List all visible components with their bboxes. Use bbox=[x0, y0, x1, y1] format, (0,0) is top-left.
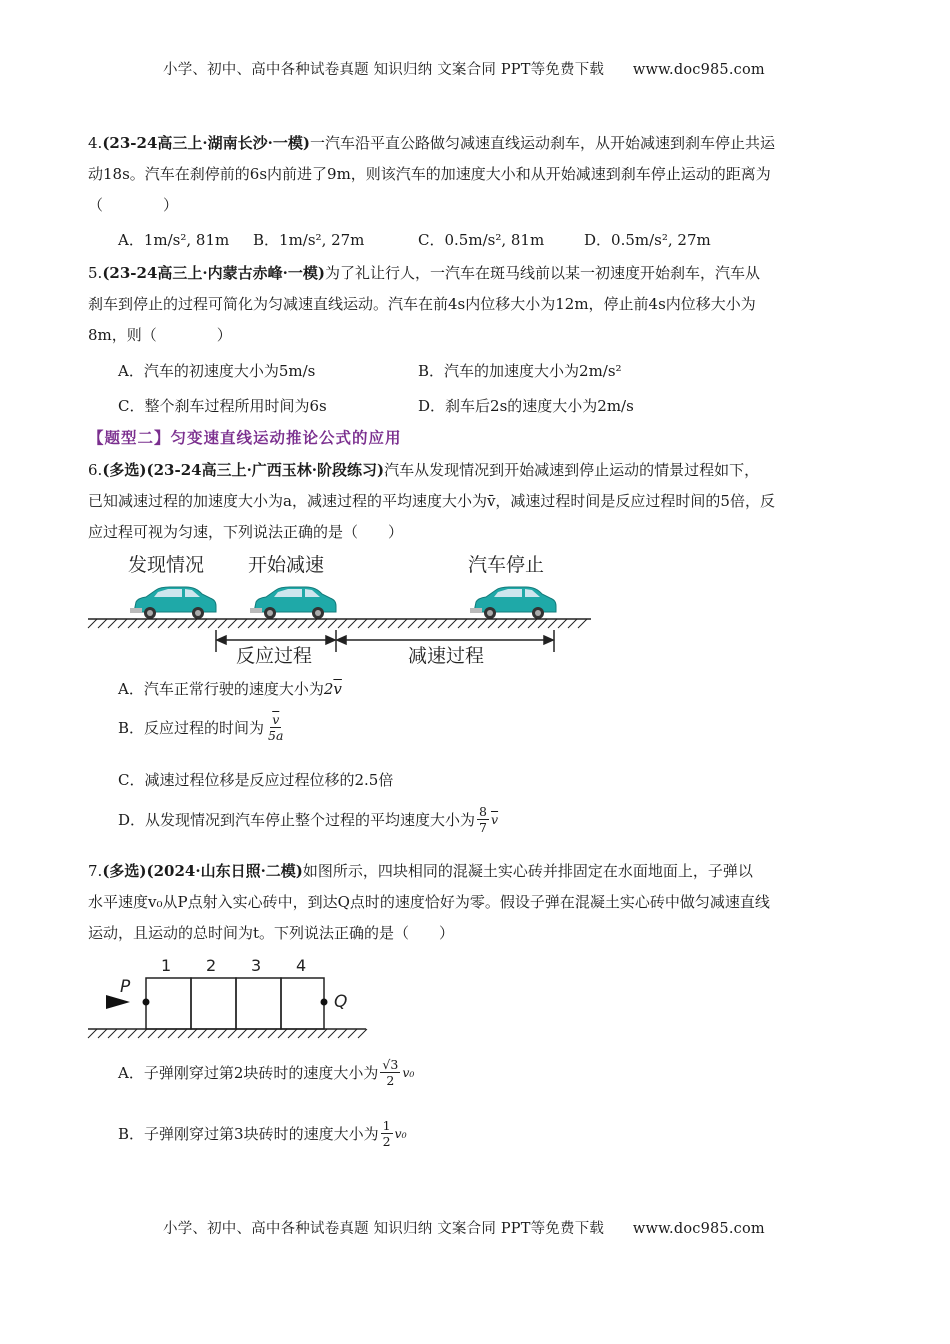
fraction: $\frac{√3}{2}$ bbox=[382, 1057, 399, 1088]
brick-label-2: 2 bbox=[206, 956, 217, 975]
q7-multi: (多选) bbox=[102, 862, 147, 880]
q4-option-d[interactable]: D．0.5m/s², 27m bbox=[584, 231, 711, 249]
q4-source: (23-24高三上·湖南长沙·一模) bbox=[102, 134, 310, 152]
q6-option-d[interactable]: D． 从发现情况到汽车停止整个过程的平均速度大小为 $\frac{8}{7}$ $\overline{v}$ bbox=[118, 804, 499, 835]
fraction: $\frac{\overline{v}}{5a}$ bbox=[268, 712, 284, 743]
q7-source: (2024·山东日照·二模) bbox=[146, 862, 303, 880]
page-footer bbox=[163, 1217, 765, 1238]
ground-hatch bbox=[88, 1029, 367, 1038]
q5-option-b[interactable]: B．汽车的加速度大小为2m/s² bbox=[418, 362, 622, 380]
q7-option-a[interactable]: A． 子弹刚穿过第2块砖时的速度大小为 $\frac{√3}{2}$ v₀ bbox=[118, 1057, 415, 1088]
bricks bbox=[146, 978, 324, 1029]
q7-line3: 运动，且运动的总时间为t。下列说法正确的是（ ） bbox=[88, 924, 455, 942]
brick-label-3: 3 bbox=[251, 956, 262, 975]
q6-option-b[interactable]: B． 反应过程的时间为 $\frac{\overline{v}}{5a}$ bbox=[118, 712, 284, 743]
q4-option-c[interactable]: C．0.5m/s², 81m bbox=[418, 231, 545, 249]
q6-multi: (多选) bbox=[102, 461, 147, 479]
page-header bbox=[163, 58, 765, 79]
brick-label-4: 4 bbox=[296, 956, 307, 975]
question-5 bbox=[88, 258, 864, 351]
point-p-label: P bbox=[120, 977, 131, 997]
bullet-icon bbox=[106, 995, 130, 1009]
fig-label-reaction: 反应过程 bbox=[236, 645, 313, 667]
q5-option-d[interactable]: D．刹车后2s的速度大小为2m/s bbox=[418, 397, 634, 415]
q7-line2: 水平速度v₀从P点射入实心砖中，到达Q点时的速度恰好为零。假设子弹在混凝土实心砖中做匀减速直线 bbox=[88, 893, 770, 911]
point-q-dot bbox=[321, 999, 328, 1006]
q5-line3: 8m，则（ ） bbox=[88, 326, 232, 344]
q6-option-c[interactable]: C．减速过程位移是反应过程位移的2.5倍 bbox=[118, 771, 394, 789]
q7-option-b[interactable]: B． 子弹刚穿过第3块砖时的速度大小为 $\frac{1}{2}$ v₀ bbox=[118, 1118, 407, 1149]
point-q-label: Q bbox=[334, 992, 348, 1012]
header-text: 小学、初中、高中各种试卷真题 知识归纳 文案合同 PPT等免费下载 bbox=[163, 62, 605, 78]
fraction: $\frac{1}{2}$ bbox=[382, 1118, 391, 1149]
fig-label-stop: 汽车停止 bbox=[468, 554, 545, 576]
q4-line2: 动18s。汽车在刹停前的6s内前进了9m，则该汽车的加速度大小和从开始减速到刹车停止运动的距离为 bbox=[88, 165, 771, 183]
question-7 bbox=[88, 856, 864, 949]
q7-number: 7. bbox=[88, 862, 103, 880]
q6-option-a[interactable]: A．汽车正常行驶的速度大小为$2\overline{v}$ bbox=[118, 680, 342, 698]
q4-option-a[interactable]: A．1m/s², 81m bbox=[118, 231, 230, 249]
q6-line2: 已知减速过程的加速度大小为a，减速过程的平均速度大小为v̄，减速过程时间是反应过程时间的5倍，反 bbox=[88, 492, 775, 510]
car-icon bbox=[250, 587, 336, 619]
q6-figure bbox=[86, 548, 596, 670]
q5-source: (23-24高三上·内蒙古赤峰·一模) bbox=[102, 264, 325, 282]
q5-line1: 为了礼让行人，一汽车在斑马线前以某一初速度开始刹车，汽车从 bbox=[324, 264, 760, 282]
q4-number: 4. bbox=[88, 134, 103, 152]
q4-blank: （ ） bbox=[88, 196, 179, 214]
q7-figure bbox=[86, 950, 372, 1046]
fig-label-discover: 发现情况 bbox=[128, 554, 205, 576]
q5-option-c[interactable]: C．整个刹车过程所用时间为6s bbox=[118, 397, 327, 415]
q5-number: 5. bbox=[88, 264, 103, 282]
footer-text: 小学、初中、高中各种试卷真题 知识归纳 文案合同 PPT等免费下载 bbox=[163, 1221, 605, 1237]
q5-line2: 刹车到停止的过程可简化为匀减速直线运动。汽车在前4s内位移大小为12m，停止前4s内位移大小为 bbox=[88, 295, 756, 313]
section-heading: 【题型二】匀变速直线运动推论公式的应用 bbox=[88, 428, 402, 447]
q5-option-a[interactable]: A．汽车的初速度大小为5m/s bbox=[118, 362, 316, 380]
car-icon bbox=[470, 587, 556, 619]
q7-line1: 如图所示，四块相同的混凝土实心砖并排固定在水面地面上，子弹以 bbox=[302, 862, 753, 880]
q4-line1: 一汽车沿平直公路做匀减速直线运动刹车，从开始减速到刹车停止共运 bbox=[309, 134, 775, 152]
q6-line3: 应过程可视为匀速，下列说法正确的是（ ） bbox=[88, 523, 404, 541]
car-icon bbox=[130, 587, 216, 619]
ground-hatch bbox=[88, 619, 587, 628]
point-p-dot bbox=[143, 999, 150, 1006]
q4-option-b[interactable]: B．1m/s², 27m bbox=[253, 231, 365, 249]
q6-source: (23-24高三上·广西玉林·阶段练习) bbox=[146, 461, 385, 479]
fig-label-decel: 减速过程 bbox=[408, 645, 485, 667]
footer-url[interactable]: www.doc985.com bbox=[632, 1221, 765, 1237]
header-url[interactable]: www.doc985.com bbox=[632, 62, 765, 78]
q6-line1: 汽车从发现情况到开始减速到停止运动的情景过程如下， bbox=[384, 461, 760, 479]
fig-label-start: 开始减速 bbox=[248, 554, 325, 576]
brick-label-1: 1 bbox=[161, 956, 172, 975]
fraction: $\frac{8}{7}$ bbox=[479, 804, 487, 835]
q6-number: 6. bbox=[88, 461, 103, 479]
question-4 bbox=[88, 128, 864, 221]
question-6 bbox=[88, 455, 864, 548]
